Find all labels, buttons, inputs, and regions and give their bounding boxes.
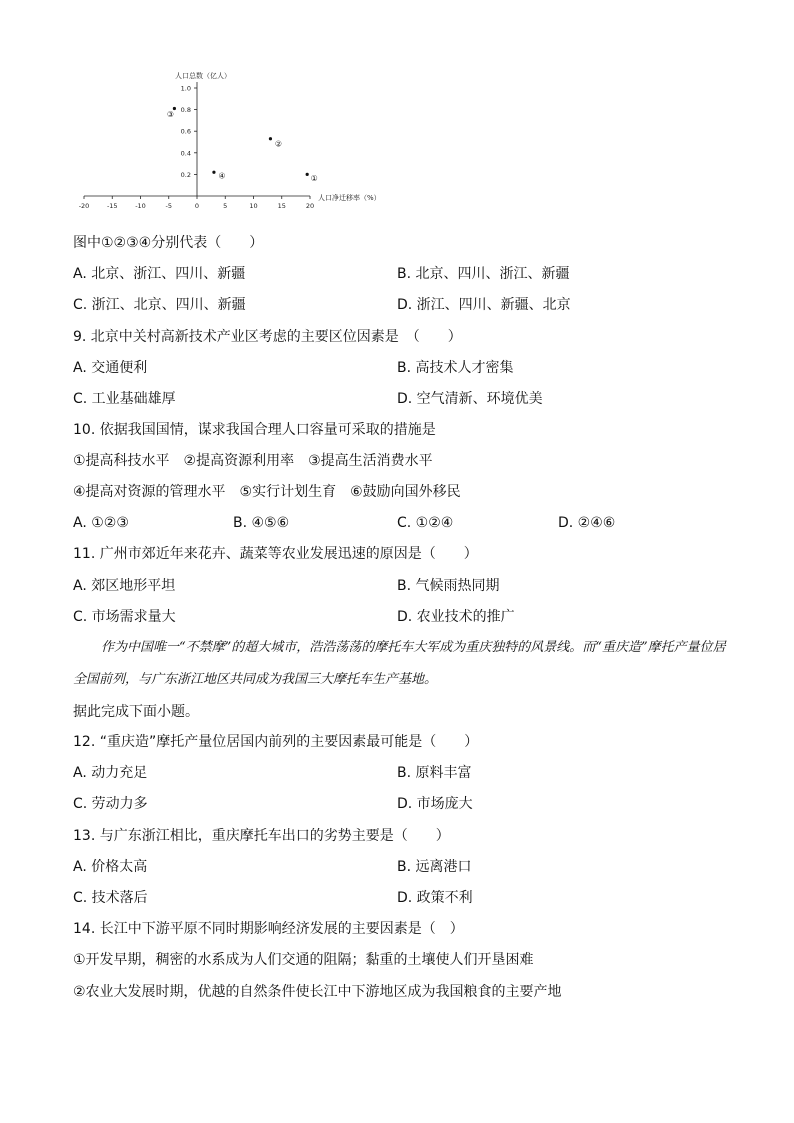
q12-option-a[interactable]: A. 动力充足	[73, 765, 148, 781]
y-tick-label: 0.8	[180, 106, 191, 115]
q8-option-c[interactable]: C. 浙江、北京、四川、新疆	[73, 297, 246, 313]
q12-option-c[interactable]: C. 劳动力多	[73, 796, 148, 812]
q13-option-b[interactable]: B. 远离港口	[397, 859, 472, 875]
q10-option-c[interactable]: C. ①②④	[397, 515, 454, 531]
data-point-label: ①	[310, 173, 318, 183]
q8-option-d[interactable]: D. 浙江、四川、新疆、北京	[397, 297, 571, 313]
q8-option-a[interactable]: A. 北京、浙江、四川、新疆	[73, 266, 246, 282]
q10-choices-line2: ④提高对资源的管理水平 ⑤实行计划生育 ⑥鼓励向国外移民	[73, 484, 461, 500]
q11-option-d[interactable]: D. 农业技术的推广	[397, 609, 515, 625]
q12-stem: 12. “重庆造”摩托产量位居国内前列的主要因素最可能是（ ）	[73, 734, 479, 750]
data-point	[269, 137, 272, 140]
q12-option-b[interactable]: B. 原料丰富	[397, 765, 472, 781]
data-point-label: ④	[218, 171, 226, 181]
q11-option-a[interactable]: A. 郊区地形平坦	[73, 578, 176, 594]
x-tick-label: -10	[135, 202, 146, 210]
q8-stem: 图中①②③④分别代表（ ）	[73, 235, 264, 251]
x-tick-label: 20	[305, 202, 315, 210]
passage-instruction: 据此完成下面小题。	[73, 704, 199, 720]
y-tick-label: 0.6	[180, 127, 191, 136]
q14-statement-2: ②农业大发展时期，优越的自然条件使长江中下游地区成为我国粮食的主要产地	[73, 984, 562, 1000]
q13-option-c[interactable]: C. 技术落后	[73, 890, 148, 906]
q8-option-b[interactable]: B. 北京、四川、浙江、新疆	[397, 266, 570, 282]
x-tick-label: -20	[78, 202, 90, 210]
q13-stem: 13. 与广东浙江相比，重庆摩托车出口的劣势主要是（ ）	[73, 828, 450, 844]
data-point-label: ③	[166, 110, 174, 120]
x-tick-label: 0	[194, 202, 200, 210]
q10-option-a[interactable]: A. ①②③	[73, 515, 129, 531]
x-axis-title: 人口净迁移率（%）	[318, 194, 381, 202]
x-tick-label: 15	[277, 202, 286, 210]
x-tick-label: 5	[223, 202, 228, 210]
reading-passage: 作为中国唯一“不禁摩”的超大城市，浩浩荡荡的摩托车大军成为重庆独特的风景线。而“重庆造”摩托产量位居全国前列，与广东浙江地区共同成为我国三大摩托车生产基地。	[73, 640, 726, 687]
q11-option-b[interactable]: B. 气候雨热同期	[397, 578, 500, 594]
q14-stem: 14. 长江中下游平原不同时期影响经济发展的主要因素是（ ）	[73, 921, 464, 937]
q11-option-c[interactable]: C. 市场需求量大	[73, 609, 176, 625]
q14-statement-1: ①开发早期，稠密的水系成为人们交通的阻隔；黏重的土壤使人们开垦困难	[73, 952, 534, 968]
q13-option-a[interactable]: A. 价格太高	[73, 859, 148, 875]
x-tick-label: -5	[165, 202, 172, 210]
population-migration-scatter-chart	[60, 60, 400, 220]
q9-option-b[interactable]: B. 高技术人才密集	[397, 360, 514, 376]
q11-stem: 11. 广州市郊近年来花卉、蔬菜等农业发展迅速的原因是（ ）	[73, 546, 478, 562]
q9-option-c[interactable]: C. 工业基础雄厚	[73, 391, 176, 407]
data-point	[306, 173, 309, 176]
q10-option-d[interactable]: D. ②④⑥	[558, 515, 616, 531]
q12-option-d[interactable]: D. 市场庞大	[397, 796, 473, 812]
q10-stem: 10. 依据我国国情，谋求我国合理人口容量可采取的措施是	[73, 422, 436, 438]
y-tick-label: 1.0	[180, 84, 191, 93]
y-tick-label: 0.2	[180, 170, 191, 179]
q9-stem: 9. 北京中关村高新技术产业区考虑的主要区位因素是 （ ）	[73, 329, 462, 345]
x-tick-label: 10	[249, 202, 258, 210]
x-tick-label: -15	[106, 202, 118, 210]
q10-choices-line1: ①提高科技水平 ②提高资源利用率 ③提高生活消费水平	[73, 453, 433, 469]
y-tick-label: 0.4	[180, 149, 191, 158]
q9-option-a[interactable]: A. 交通便利	[73, 360, 148, 376]
data-point	[212, 171, 215, 174]
q13-option-d[interactable]: D. 政策不利	[397, 890, 473, 906]
q9-option-d[interactable]: D. 空气清新、环境优美	[397, 391, 543, 407]
data-point-label: ②	[274, 139, 283, 149]
y-axis-title: 人口总数（亿人）	[175, 72, 231, 80]
q10-option-b[interactable]: B. ④⑤⑥	[233, 515, 290, 531]
